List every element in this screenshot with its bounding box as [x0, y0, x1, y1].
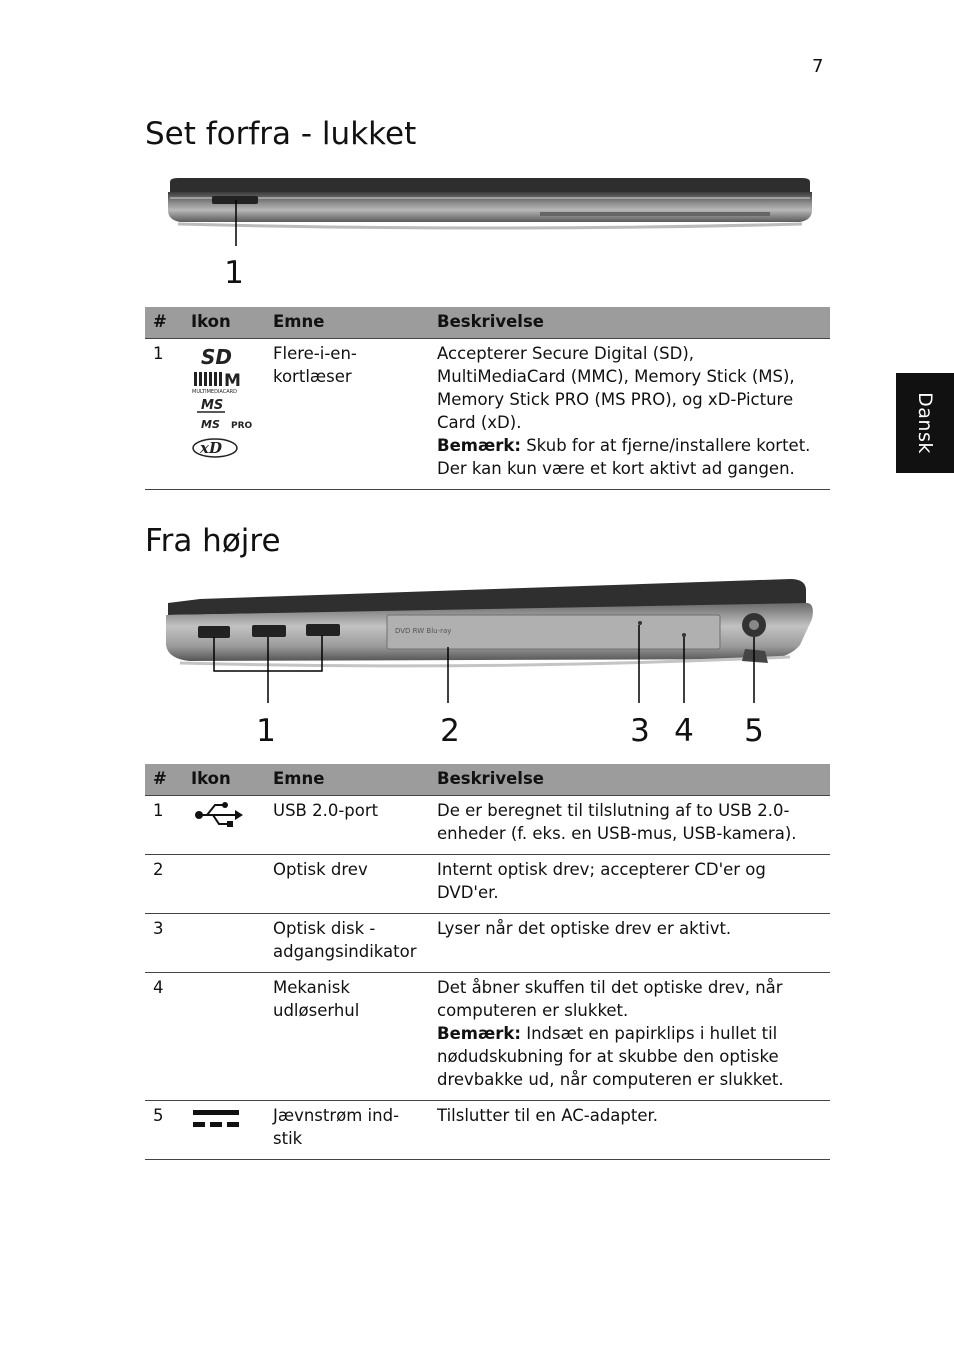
row-description: Tilslutter til en AC-adapter.: [429, 1101, 830, 1160]
col-header-ikon: Ikon: [183, 764, 265, 796]
callout-right-2: 2: [440, 713, 460, 749]
row-item: Optisk drev: [265, 855, 429, 914]
col-header-num: #: [145, 764, 183, 796]
front-closed-table: [145, 307, 830, 490]
table-row: [145, 855, 830, 914]
note-label: Bemærk:: [437, 1024, 521, 1043]
col-header-num: #: [145, 307, 183, 339]
row-description: Lyser når det optiske drev er aktivt.: [429, 914, 830, 973]
row-description: [429, 339, 830, 490]
note-label: Bemærk:: [437, 436, 521, 455]
laptop-front-view-image: [0, 170, 954, 250]
row-num: 1: [145, 796, 183, 855]
row-icon-cell: [183, 973, 265, 1101]
usb-icon: [191, 799, 243, 829]
row-num: 5: [145, 1101, 183, 1160]
card-logos-icon: [191, 342, 253, 460]
row-description: Internt optisk drev; accepterer CD'er og DVD'er.: [429, 855, 830, 914]
table-row: [145, 1101, 830, 1160]
row-desc-text: Accepterer Secure Digital (SD), MultiMediaCard (MMC), Memory Stick (MS), Memory Stick PRO (MS PRO), og xD-Picture Card (xD).: [437, 344, 795, 432]
svg-text:SD: SD: [201, 345, 233, 369]
row-num: 4: [145, 973, 183, 1101]
table-header-row: [145, 764, 830, 796]
row-icon-cell: [183, 914, 265, 973]
callout-front-1: 1: [224, 255, 244, 291]
row-item: USB 2.0-port: [265, 796, 429, 855]
row-num: 2: [145, 855, 183, 914]
section-title-front-closed: Set forfra - lukket: [145, 116, 417, 152]
callout-right-1: 1: [256, 713, 276, 749]
svg-text:MS: MS: [201, 398, 224, 413]
row-description: [429, 973, 830, 1101]
section-title-right-view: Fra højre: [145, 523, 281, 559]
row-desc-text: Det åbner skuffen til det optiske drev, når computeren er slukket.: [437, 978, 783, 1020]
row-icon-cell: [183, 855, 265, 914]
col-header-emne: Emne: [265, 764, 429, 796]
svg-text:PRO: PRO: [231, 421, 253, 431]
callout-right-3: 3: [630, 713, 650, 749]
svg-text:xD: xD: [200, 439, 222, 457]
table-row: [145, 796, 830, 855]
col-header-beskrivelse: Beskrivelse: [429, 764, 830, 796]
row-num: 1: [145, 339, 183, 490]
svg-text:M: M: [224, 371, 241, 391]
row-item: Flere-i-en-kortlæser: [265, 339, 429, 490]
callout-right-4: 4: [674, 713, 694, 749]
table-header-row: [145, 307, 830, 339]
row-icon-cell: [183, 796, 265, 855]
col-header-emne: Emne: [265, 307, 429, 339]
callout-right-5: 5: [744, 713, 764, 749]
row-item: Jævnstrøm ind-stik: [265, 1101, 429, 1160]
dc-in-icon: [191, 1104, 243, 1134]
svg-text:MULTIMEDIACARD: MULTIMEDIACARD: [192, 389, 237, 395]
right-view-table: [145, 764, 830, 1160]
row-item: Optisk disk - adgangsindikator: [265, 914, 429, 973]
laptop-right-view-image: [0, 575, 954, 715]
language-tab-label: Dansk: [914, 392, 936, 454]
row-num: 3: [145, 914, 183, 973]
svg-text:DVD RW Blu-ray: DVD RW Blu-ray: [395, 627, 452, 635]
note-text: Skub for at fjerne/installere kortet. Der kan kun være et kort aktivt ad gangen.: [437, 436, 811, 478]
row-description: De er beregnet til tilslutning af to USB 2.0-enheder (f. eks. en USB-mus, USB-kamera).: [429, 796, 830, 855]
note-text: Indsæt en papirklips i hullet til nødudskubning for at skubbe den optiske drevbakke ud, når computeren er slukket.: [437, 1024, 784, 1089]
table-row: [145, 339, 830, 490]
table-row: [145, 914, 830, 973]
card-reader-icons: [183, 339, 265, 490]
row-item: Mekanisk udløserhul: [265, 973, 429, 1101]
page-number: 7: [812, 56, 824, 77]
row-icon-cell: [183, 1101, 265, 1160]
svg-text:MS: MS: [201, 418, 220, 431]
language-tab: [896, 373, 954, 473]
table-row: [145, 973, 830, 1101]
col-header-beskrivelse: Beskrivelse: [429, 307, 830, 339]
col-header-ikon: Ikon: [183, 307, 265, 339]
